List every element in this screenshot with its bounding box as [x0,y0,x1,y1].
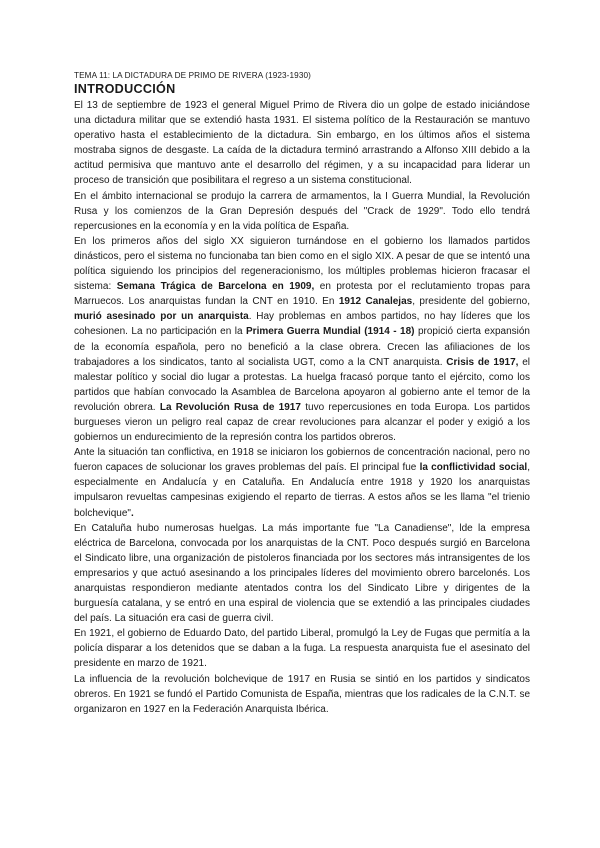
bold-run: . [130,507,134,519]
paragraph-7: La influencia de la revolución bolchevique de 1917 en Rusia se sintió en los partidos y sindicatos obreros. En 1921 se fundó el Partido Comunista de España, mientras que los radicales de la C.N.T. se organizaron en 1927 en la Federación Anarquista Ibérica. [74,673,530,715]
text-run: En los primeros años del siglo XX siguieron turnándose en el gobierno los llamados partidos dinásticos, pero el sistema no funcionaba tan bien como en el siglo XIX. A pesar de que se intentó una política siguiendo los principios del regeneracionismo, los múltiples problemas hicieron fracasar el sistema: [74,235,530,293]
section-heading: INTRODUCCIÓN [74,82,176,96]
document-page [74,70,530,717]
bold-run: murió asesinado por un anarquista [74,311,249,323]
text-run: el malestar político y social dio lugar a protestas. La huelga fracasó porque tanto el ejército, como los partidos que habían convocado la Asamblea de Barcelona apoyaron al gobierno ante el temor de la revolución obrera. [74,356,530,413]
text-run: . Hay problemas en ambos partidos, no hay líderes que los cohesionen. La no participación en la [74,311,530,338]
text-run: en protesta por el reclutamiento tropas para Marruecos. Los anarquistas fundan la CNT en 1910. En [74,281,531,308]
text-run: propició cierta expansión de la economía española, pero no benefició a la clase obrera. Crecen las afiliaciones de los trabajadores a los sindicatos, tanto al socialista UGT, como a la CNT anarquista. [74,326,530,368]
text-run: tuvo repercusiones en toda Europa. Los partidos burgueses vieron un peligro real capaz de crear revoluciones para alcanzar el poder y exigió a los gobiernos un endurecimiento de la represión contra los partidos obreros. [74,401,530,444]
paragraph-2: En el ámbito internacional se produjo la carrera de armamentos, la I Guerra Mundial, la Revolución Rusa y los comienzos de la Gran Depresión después del "Crack de 1929". Todo ello tendrá repercusiones en la economía y en la vida política de España. [74,190,530,232]
text-run: Ante la situación tan conflictiva, en 1918 se iniciaron los gobiernos de concentración nacional, pero no fueron capaces de solucionar los graves problemas del país. El principal fue [74,447,530,474]
paragraph-1: El 13 de septiembre de 1923 el general Miguel Primo de Rivera dio un golpe de estado iniciándose una dictadura militar que se extendió hasta 1931. El sistema político de la Restauración se mantuvo operativo hasta el establecimiento de la dictadura. Sin embargo, en los últimos años el sistema mostraba signos de desgaste. La caída de la dictadura terminó arrastrando a Alfonso XIII debido a la actitud permisiva que mantuvo ante el desarrollo del régimen, y a su incapacidad para liderar un proceso de transición que posibilitara el regreso a un sistema constitucional. [74,100,530,187]
bold-run: Crisis de 1917, [446,356,519,368]
text-run: , presidente del gobierno, [412,296,531,308]
paragraph-4 [74,445,530,520]
paragraph-3 [74,234,530,445]
paragraph-6: En 1921, el gobierno de Eduardo Dato, del partido Liberal, promulgó la Ley de Fugas que permitía a la policía disparar a los detenidos que se daban a la fuga. La respuesta anarquista fue el asesinato del presidente en marzo de 1921. [74,628,530,670]
topic-title: TEMA 11: LA DICTADURA DE PRIMO DE RIVERA (1923-1930) [74,71,311,80]
bold-run: Semana Trágica de Barcelona en 1909, [116,281,315,293]
paragraph-5: En Cataluña hubo numerosas huelgas. La más importante fue "La Canadiense", lde la empresa eléctrica de Barcelona, convocada por los anarquistas de la CNT. Poco después surgió en Barcelona el Sindicato libre, una organización de pistoleros financiada por los sectores más intransigentes de los empresarios y que actuó asesinando a los principales líderes del movimiento obrero barcelonés. Los anarquistas respondieron mediante atentados contra los del Sindicato Libre y dirigentes de la burguesía catalana, y se entró en una espiral de violencia que se extendió a las principales ciudades del país. La situación era casi de guerra civil. [74,522,530,625]
bold-run: Primera Guerra Mundial (1914 - 18) [246,326,415,338]
bold-run: 1912 Canalejas [338,296,413,308]
bold-run: la conflictividad social [419,462,528,474]
bold-run: La Revolución Rusa de 1917 [159,401,301,413]
text-run: , especialmente en Andalucía y en Cataluña. En Andalucía entre 1918 y 1920 los anarquistas impulsaron revueltas campesinas exigiendo el reparto de tierras. A estos años se les llama "el trienio bolchevique" [74,462,530,519]
